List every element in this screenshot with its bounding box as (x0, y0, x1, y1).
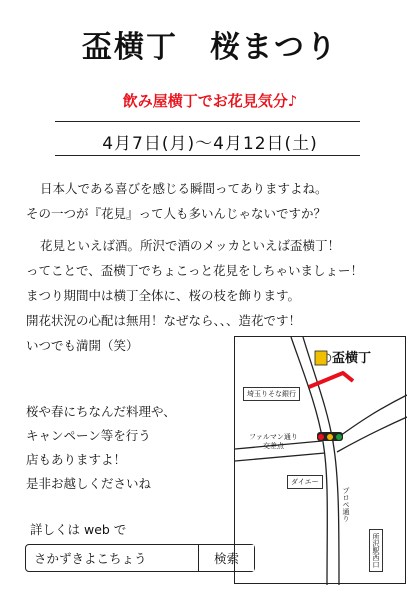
promo-line: 店もありますよ！ (26, 452, 127, 467)
promo-line: 是非お越しくださいね (26, 476, 152, 491)
body-line: いつでも満開（笑） (26, 338, 139, 353)
access-map (234, 336, 406, 584)
bank-label: 埼玉りそな銀行 (243, 387, 300, 401)
station-label: 所沢駅西口 (369, 529, 383, 572)
web-prompt: 詳しくは web で (30, 522, 127, 537)
event-dates: 4月7日(月)〜4月12日(土) (102, 134, 318, 154)
subtitle: 飲み屋横丁でお花見気分♪ (122, 92, 298, 110)
intro-line: 日本人である喜びを感じる瞬間ってありますよね。 (40, 181, 328, 196)
signal-red-icon (318, 434, 324, 440)
search-button[interactable]: 検索 (198, 545, 254, 571)
promo-paragraph (26, 400, 176, 496)
body-line: 花見といえば酒。所沢で酒のメッカといえば盃横丁！ (40, 238, 341, 253)
intro-line: その一つが『花見』って人も多いんじゃないですか？ (26, 206, 327, 221)
crossing-suffix: 交差点 (262, 442, 284, 450)
body-line: まつり期間中は横丁全体に、桜の枝を飾ります。 (26, 288, 301, 303)
crossing-name: ファルマン通り (249, 433, 298, 441)
promo-line: 桜や春にちなんだ料理や、 (26, 404, 176, 419)
page-title: 盃横丁 桜まつり (82, 30, 338, 65)
divider-top (55, 121, 360, 122)
body-line: 開花状況の心配は無用！なぜなら、、、造花です！ (26, 313, 302, 328)
map-logo: 盃横丁 (332, 351, 372, 366)
crossing-label (249, 433, 298, 451)
mug-icon (315, 351, 327, 365)
signal-yellow-icon (327, 434, 333, 440)
promo-line: キャンペーン等を行う (26, 428, 151, 443)
store-label: ダイエー (287, 475, 323, 489)
street-label: プロペ通り (342, 487, 350, 522)
body-line: ってことで、盃横丁でちょこっと花見をしちゃいましょー！ (26, 263, 364, 278)
divider-bottom (55, 155, 360, 156)
signal-green-icon (336, 434, 342, 440)
traffic-signal-icon (317, 432, 343, 441)
search-box (25, 544, 255, 572)
search-input[interactable] (26, 545, 198, 571)
intro-paragraph (26, 176, 328, 226)
